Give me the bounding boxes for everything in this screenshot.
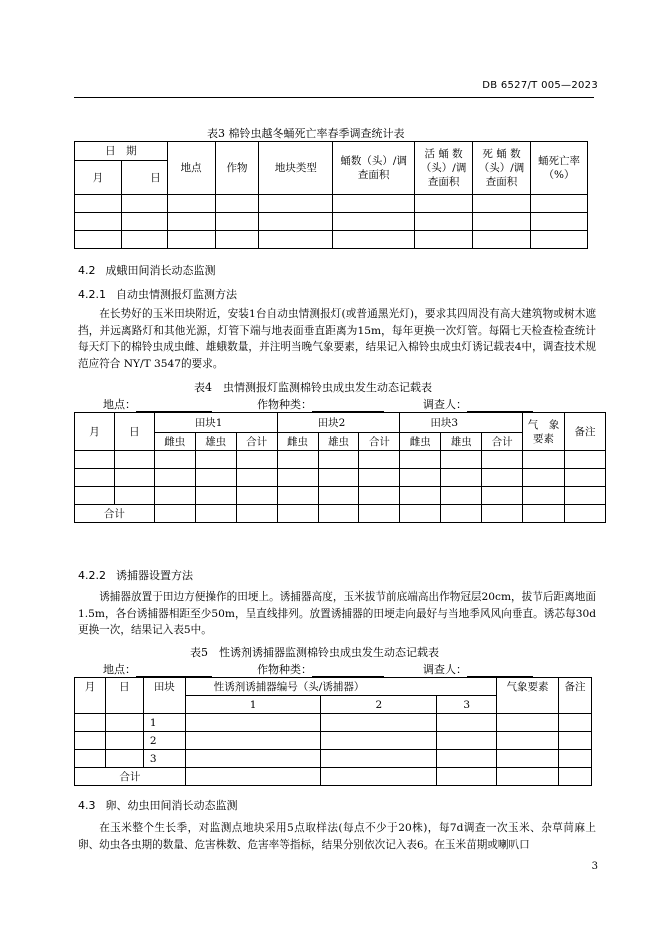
place-label: 地点：	[103, 663, 136, 676]
section-number: 4.3	[78, 799, 96, 812]
table-row	[75, 213, 588, 231]
header-rule	[74, 97, 594, 98]
plot3-header: 田块3	[400, 413, 523, 433]
col-crop: 作物	[215, 142, 259, 195]
trap-1: 1	[185, 696, 321, 714]
table-row	[75, 487, 606, 505]
total-row	[75, 768, 592, 786]
col-place: 地点	[167, 142, 215, 195]
table-row	[75, 469, 606, 487]
section-4-2-2-heading	[78, 567, 193, 583]
table3-caption: 表3 棉铃虫越冬蛹死亡率春季调查统计表	[207, 127, 405, 140]
section-number: 4.2	[78, 264, 96, 277]
table5-caption: 表5 性诱剂诱捕器监测棉铃虫成虫发生动态记载表	[190, 646, 439, 659]
table-row	[75, 750, 592, 768]
section-title: 诱捕器设置方法	[116, 569, 193, 582]
place-blank	[136, 399, 212, 412]
col-date: 日 期	[75, 142, 168, 161]
col-note: 备注	[565, 413, 606, 451]
col-dead-pupa: 死 蛹 数（头）/调查面积	[473, 142, 531, 195]
col-month: 月	[75, 161, 122, 195]
table4-meta	[103, 396, 533, 412]
male: 雄虫	[318, 433, 359, 451]
table4-caption: 表4 虫情测报灯监测棉铃虫成虫发生动态记载表	[194, 381, 432, 394]
section-4-2-1-heading	[78, 286, 237, 302]
col-day: 日	[114, 413, 154, 451]
trap-3: 3	[437, 696, 497, 714]
row-number: 2	[143, 732, 185, 750]
section-title: 自动虫情测报灯监测方法	[116, 288, 237, 301]
plot1-header: 田块1	[154, 413, 277, 433]
total-row	[75, 505, 606, 523]
section-4-2-2-paragraph: 诱捕器放置于田边方便操作的田埂上。诱捕器高度，玉米拔节前底端高出作物冠层20cm，拔节后距离地面1.5m，各台诱捕器相距至少50m，呈直线排列。放置诱捕器的田埂走向最好与当地季风风向垂直。诱芯每30d更换一次，结果记入表5中。	[78, 591, 596, 636]
section-4-3-heading	[78, 797, 238, 813]
col-month: 月	[75, 678, 106, 714]
male: 雄虫	[441, 433, 482, 451]
document-code: DB 6527/T 005—2023	[482, 80, 598, 91]
plot2-header: 田块2	[277, 413, 400, 433]
section-number: 4.2.2	[78, 569, 106, 582]
place-blank	[136, 664, 212, 677]
surveyor-blank	[467, 664, 533, 677]
col-day: 日	[105, 678, 143, 714]
total-label: 合计	[75, 768, 186, 786]
crop-blank	[312, 399, 384, 412]
col-death-rate: 蛹死亡率（%）	[530, 142, 587, 195]
col-plot-type: 地块类型	[259, 142, 333, 195]
crop-label: 作物种类：	[257, 398, 312, 411]
table-row	[75, 732, 592, 750]
sum: 合计	[482, 433, 523, 451]
female: 雌虫	[400, 433, 441, 451]
row-number: 3	[143, 750, 185, 768]
female: 雌虫	[154, 433, 195, 451]
surveyor-label: 调查人：	[423, 398, 467, 411]
section-title: 成蛾田间消长动态监测	[105, 264, 216, 277]
crop-blank	[312, 664, 384, 677]
col-plot: 田块	[143, 678, 185, 714]
total-label: 合计	[75, 505, 155, 523]
row-number: 1	[143, 714, 185, 732]
col-note: 备注	[558, 678, 591, 714]
table-row	[75, 231, 588, 249]
sum: 合计	[359, 433, 400, 451]
table5-meta	[103, 661, 533, 677]
table-row	[75, 195, 588, 213]
table-row	[75, 451, 606, 469]
table-row	[75, 714, 592, 732]
col-month: 月	[75, 413, 115, 451]
section-4-3-paragraph: 在玉米整个生长季，对监测点地块采用5点取样法(每点不少于20株)，每7d调查一次玉米、杂草苘麻上卵、幼虫各虫期的数量、危害株数、危害率等指标，结果分别依次记入表6。在玉米苗期或喇叭口	[78, 822, 596, 851]
table4	[74, 412, 606, 523]
col-day: 日	[121, 161, 167, 195]
table5	[74, 677, 592, 786]
crop-label: 作物种类：	[257, 663, 312, 676]
col-weather: 气 象要素	[523, 413, 565, 451]
page-number: 3	[591, 861, 598, 872]
sum: 合计	[236, 433, 277, 451]
male: 雄虫	[195, 433, 236, 451]
col-pupa-count: 蛹数（头）/调查面积	[333, 142, 415, 195]
section-4-2-heading	[78, 262, 216, 278]
table3	[74, 141, 588, 249]
trap-2: 2	[321, 696, 437, 714]
section-number: 4.2.1	[78, 288, 106, 301]
section-4-2-1-paragraph: 在长势好的玉米田块附近，安装1台自动虫情测报灯(或普通黑光灯)，要求其四周没有高大建筑物或树木遮挡，并远离路灯和其他光源，灯管下端与地表面垂直距离为15m，每年更换一次灯管。每隔七天检查检查统计每天灯下的棉铃虫成虫雌、雄蛾数量，并注明当晚气象要素，结果记入棉铃虫成虫灯诱记载表4中，调查技术规范应符合 NY/T 3547的要求。	[78, 308, 596, 370]
section-title: 卵、幼虫田间消长动态监测	[105, 799, 238, 812]
col-trap-number: 性诱剂诱捕器编号（头/诱捕器）	[185, 678, 496, 696]
surveyor-label: 调查人：	[423, 663, 467, 676]
female: 雌虫	[277, 433, 318, 451]
col-live-pupa: 活 蛹 数（头）/调查面积	[415, 142, 473, 195]
place-label: 地点：	[103, 398, 136, 411]
col-weather: 气象要素	[497, 678, 559, 714]
surveyor-blank	[467, 399, 533, 412]
